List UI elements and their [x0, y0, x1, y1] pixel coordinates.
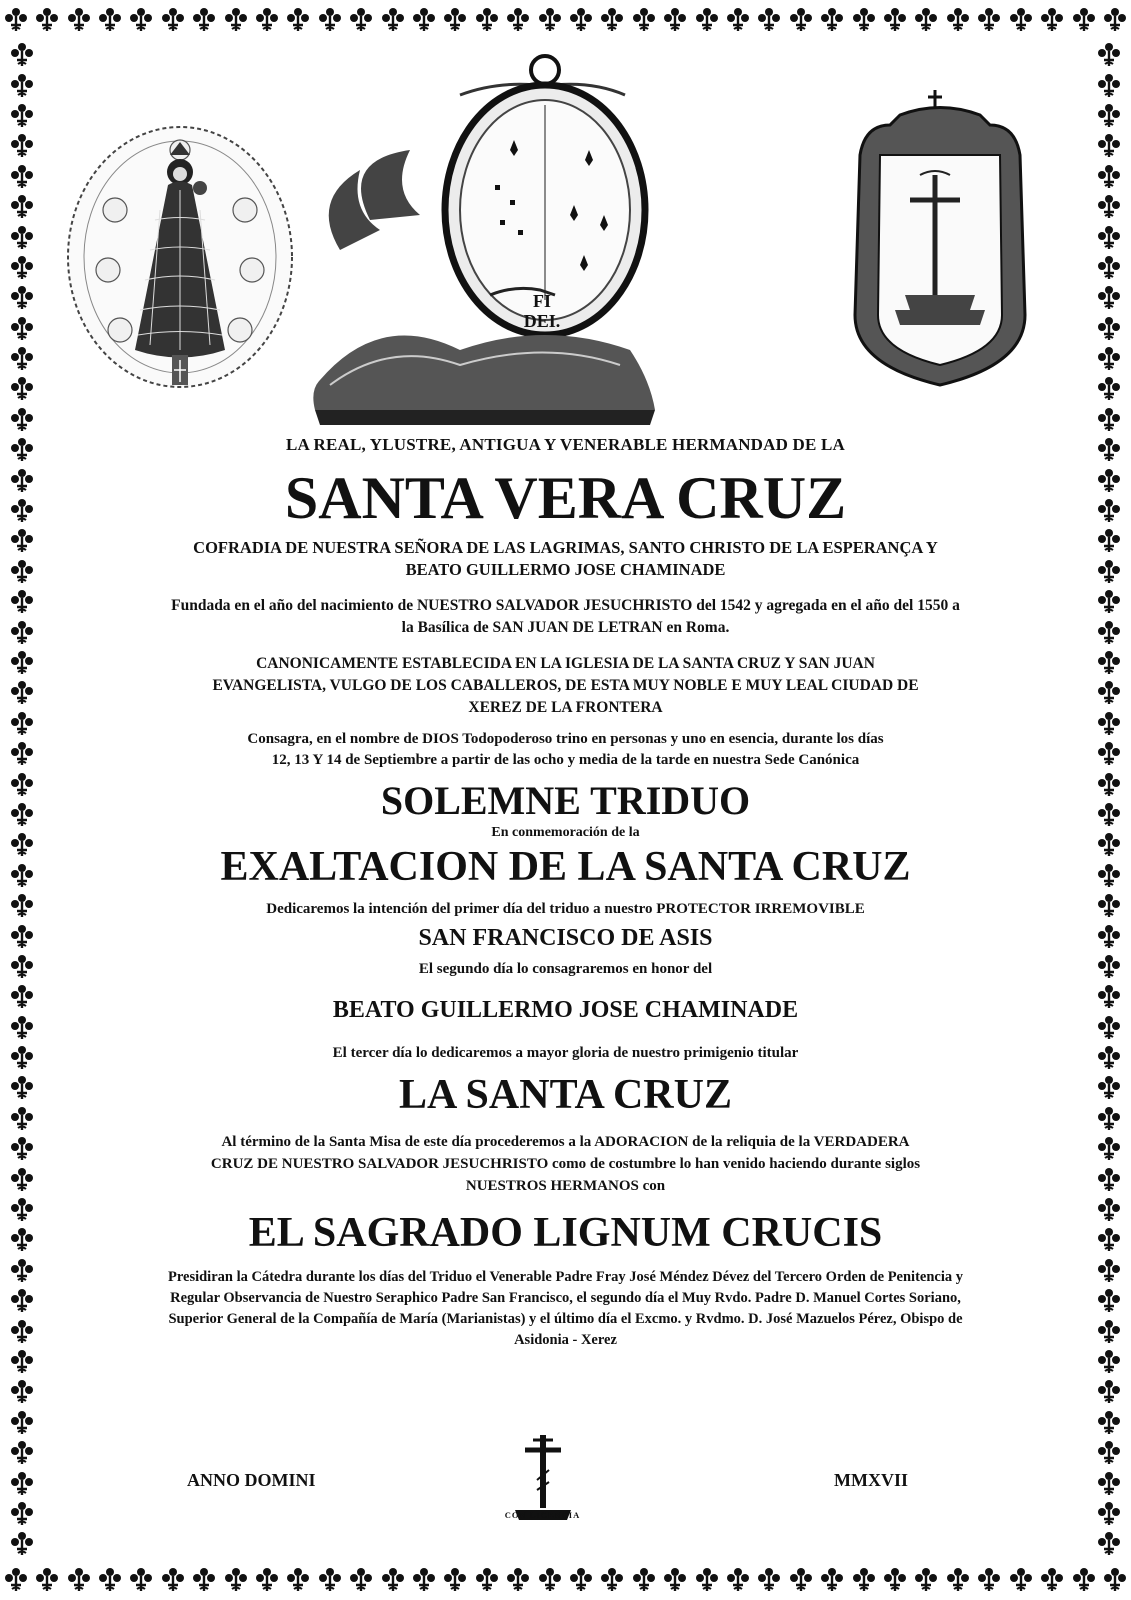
fleuron-ornament-icon — [97, 1567, 123, 1593]
consagra-line2: 12, 13 Y 14 de Septiembre a partir de las ocho y media de la tarde en nuestra Sede Canónica — [271, 752, 860, 768]
fleuron-ornament-icon — [285, 7, 311, 33]
fundada-text — [60, 595, 1071, 639]
fleuron-ornament-icon — [9, 1227, 35, 1253]
fleuron-ornament-icon — [9, 468, 35, 494]
fleuron-ornament-icon — [1096, 225, 1122, 251]
fleuron-ornament-icon — [913, 7, 939, 33]
fleuron-ornament-icon — [1096, 984, 1122, 1010]
fleuron-ornament-icon — [9, 437, 35, 463]
fleuron-ornament-icon — [662, 1567, 688, 1593]
fleuron-ornament-icon — [9, 620, 35, 646]
fleuron-ornament-icon — [9, 1379, 35, 1405]
fleuron-ornament-icon — [34, 1567, 60, 1593]
fleuron-ornament-icon — [819, 7, 845, 33]
consagra-text — [60, 729, 1071, 771]
border-right — [1089, 40, 1129, 1560]
beato-heading: BEATO GUILLERMO JOSE CHAMINADE — [332, 997, 799, 1023]
fleuron-ornament-icon — [725, 7, 751, 33]
termino-line3: NUESTROS HERMANOS con — [465, 1178, 666, 1194]
triduo-heading: SOLEMNE TRIDUO — [380, 778, 751, 823]
fleuron-ornament-icon — [819, 1567, 845, 1593]
cofradia-text — [60, 537, 1071, 581]
fleuron-ornament-icon — [9, 772, 35, 798]
fleuron-ornament-icon — [9, 1136, 35, 1162]
fleuron-ornament-icon — [1096, 924, 1122, 950]
fleuron-ornament-icon — [348, 7, 374, 33]
fleuron-ornament-icon — [9, 711, 35, 737]
fleuron-ornament-icon — [1096, 589, 1122, 615]
fleuron-ornament-icon — [1096, 1015, 1122, 1041]
cross-shield-icon — [840, 85, 1040, 390]
fleuron-ornament-icon — [9, 1015, 35, 1041]
fleuron-ornament-icon — [191, 1567, 217, 1593]
fleuron-ornament-icon — [34, 7, 60, 33]
fleuron-ornament-icon — [662, 7, 688, 33]
fleuron-ornament-icon — [9, 559, 35, 585]
fleuron-ornament-icon — [1096, 1136, 1122, 1162]
fleuron-ornament-icon — [9, 1075, 35, 1101]
fleuron-ornament-icon — [1096, 832, 1122, 858]
fleuron-ornament-icon — [505, 1567, 531, 1593]
fleuron-ornament-icon — [788, 1567, 814, 1593]
presidiran-text — [60, 1267, 1071, 1351]
fleuron-ornament-icon — [9, 1531, 35, 1557]
virgin-engraving-icon — [60, 120, 300, 395]
fleuron-ornament-icon — [1096, 1379, 1122, 1405]
fleuron-ornament-icon — [1096, 954, 1122, 980]
fleuron-ornament-icon — [9, 1319, 35, 1345]
fleuron-ornament-icon — [9, 1167, 35, 1193]
fleuron-ornament-icon — [191, 7, 217, 33]
fleuron-ornament-icon — [537, 1567, 563, 1593]
fleuron-ornament-icon — [1096, 1106, 1122, 1132]
fleuron-ornament-icon — [1096, 1471, 1122, 1497]
canonica-line1: CANONICAMENTE ESTABLECIDA EN LA IGLESIA DE LA SANTA CRUZ Y SAN JUAN — [256, 655, 875, 672]
fleuron-ornament-icon — [223, 7, 249, 33]
canonica-line2: EVANGELISTA, VULGO DE LOS CABALLEROS, DE ESTA MUY NOBLE E MUY LEAL CIUDAD DE — [212, 677, 919, 694]
fleuron-ornament-icon — [3, 7, 29, 33]
fleuron-ornament-icon — [9, 255, 35, 281]
fleuron-ornament-icon — [1096, 1349, 1122, 1375]
fleuron-ornament-icon — [9, 1045, 35, 1071]
presid-line1: Presidiran la Cátedra durante los días del Triduo el Venerable Padre Fray José Méndez Dévez del Tercero Orden de Penitencia y — [167, 1269, 963, 1285]
fleuron-ornament-icon — [9, 893, 35, 919]
fleuron-ornament-icon — [9, 832, 35, 858]
fleuron-ornament-icon — [851, 7, 877, 33]
conmemoracion-text: En conmemoración de la — [491, 825, 640, 840]
fleuron-ornament-icon — [1096, 1410, 1122, 1436]
fleuron-ornament-icon — [1096, 73, 1122, 99]
fleuron-ornament-icon — [1096, 42, 1122, 68]
fleuron-ornament-icon — [9, 498, 35, 524]
fleuron-ornament-icon — [1071, 7, 1097, 33]
fleuron-ornament-icon — [9, 1197, 35, 1223]
fleuron-ornament-icon — [160, 7, 186, 33]
fleuron-ornament-icon — [1096, 528, 1122, 554]
fleuron-ornament-icon — [9, 528, 35, 554]
fleuron-ornament-icon — [1096, 103, 1122, 129]
fleuron-ornament-icon — [1096, 1227, 1122, 1253]
fleuron-ornament-icon — [254, 1567, 280, 1593]
fleuron-ornament-icon — [788, 7, 814, 33]
fleuron-ornament-icon — [913, 1567, 939, 1593]
tercer-dia-text: El tercer día lo dedicaremos a mayor gloria de nuestro primigenio titular — [332, 1045, 799, 1061]
border-top — [0, 0, 1131, 40]
fleuron-ornament-icon — [1096, 255, 1122, 281]
fleuron-ornament-icon — [66, 1567, 92, 1593]
fleuron-ornament-icon — [9, 924, 35, 950]
exaltacion-heading: EXALTACION DE LA SANTA CRUZ — [220, 844, 911, 890]
lignum-heading: EL SAGRADO LIGNUM CRUCIS — [248, 1210, 883, 1256]
termino-line2: CRUZ DE NUESTRO SALVADOR JESUCHRISTO como de costumbre lo han venido haciendo durante siglos — [210, 1156, 921, 1172]
motto-line1: FI — [533, 291, 551, 311]
fleuron-ornament-icon — [9, 194, 35, 220]
fleuron-ornament-icon — [1096, 407, 1122, 433]
fleuron-ornament-icon — [9, 680, 35, 706]
cofradia-line1: COFRADIA DE NUESTRA SEÑORA DE LAS LAGRIMAS, SANTO CHRISTO DE LA ESPERANÇA Y — [193, 538, 938, 557]
fleuron-ornament-icon — [128, 1567, 154, 1593]
fundada-line2: la Basílica de SAN JUAN DE LETRAN en Roma. — [401, 619, 730, 636]
fleuron-ornament-icon — [442, 1567, 468, 1593]
border-bottom — [0, 1560, 1131, 1600]
fleuron-ornament-icon — [9, 1501, 35, 1527]
fleuron-ornament-icon — [9, 73, 35, 99]
fleuron-ornament-icon — [1096, 1197, 1122, 1223]
fleuron-ornament-icon — [1096, 802, 1122, 828]
coat-of-arms-fidei-icon — [300, 50, 670, 425]
fleuron-ornament-icon — [1096, 498, 1122, 524]
fleuron-ornament-icon — [1096, 893, 1122, 919]
fleuron-ornament-icon — [1096, 1258, 1122, 1284]
fleuron-ornament-icon — [1096, 650, 1122, 676]
fleuron-ornament-icon — [1102, 7, 1128, 33]
fleuron-ornament-icon — [9, 1288, 35, 1314]
fleuron-ornament-icon — [756, 1567, 782, 1593]
fleuron-ornament-icon — [1096, 285, 1122, 311]
fleuron-ornament-icon — [1096, 1075, 1122, 1101]
fleuron-ornament-icon — [1096, 376, 1122, 402]
fleuron-ornament-icon — [694, 1567, 720, 1593]
cofradia-line2: BEATO GUILLERMO JOSE CHAMINADE — [405, 560, 726, 579]
fleuron-ornament-icon — [380, 7, 406, 33]
fleuron-ornament-icon — [694, 7, 720, 33]
fleuron-ornament-icon — [9, 1471, 35, 1497]
fleuron-ornament-icon — [1039, 1567, 1065, 1593]
presid-line4: Asidonia - Xerez — [514, 1332, 617, 1348]
fleuron-ornament-icon — [442, 7, 468, 33]
fleuron-ornament-icon — [568, 1567, 594, 1593]
presid-line2: Regular Observancia de Nuestro Seraphico Padre San Francisco, el segundo día el Muy Rvdo. Padre D. Manuel Cortes Soriano, — [170, 1290, 961, 1306]
fleuron-ornament-icon — [3, 1567, 29, 1593]
fleuron-ornament-icon — [1096, 316, 1122, 342]
fleuron-ornament-icon — [851, 1567, 877, 1593]
fleuron-ornament-icon — [317, 7, 343, 33]
fleuron-ornament-icon — [66, 7, 92, 33]
fleuron-ornament-icon — [9, 802, 35, 828]
fleuron-ornament-icon — [9, 376, 35, 402]
presid-line3: Superior General de la Compañía de María (Marianistas) y el último día el Excmo. y Rvdmo. D. José Mazuelos Pérez, Obispo de — [168, 1311, 963, 1327]
anno-domini: ANNO DOMINI — [187, 1470, 316, 1490]
termino-line1: Al término de la Santa Misa de este día procederemos a la ADORACION de la reliquia de la VERDADERA — [221, 1134, 910, 1150]
fleuron-ornament-icon — [1096, 1440, 1122, 1466]
termino-text — [60, 1131, 1071, 1197]
anno-year: MMXVII — [834, 1470, 908, 1490]
fleuron-ornament-icon — [599, 1567, 625, 1593]
fleuron-ornament-icon — [1096, 346, 1122, 372]
fleuron-ornament-icon — [9, 407, 35, 433]
fleuron-ornament-icon — [1096, 772, 1122, 798]
fleuron-ornament-icon — [631, 1567, 657, 1593]
fleuron-ornament-icon — [1008, 1567, 1034, 1593]
fleuron-ornament-icon — [756, 7, 782, 33]
fleuron-ornament-icon — [160, 1567, 186, 1593]
fleuron-ornament-icon — [599, 7, 625, 33]
fleuron-ornament-icon — [285, 1567, 311, 1593]
fleuron-ornament-icon — [1096, 1319, 1122, 1345]
fleuron-ornament-icon — [9, 103, 35, 129]
fleuron-ornament-icon — [9, 316, 35, 342]
fleuron-ornament-icon — [882, 1567, 908, 1593]
canonica-text — [60, 653, 1071, 719]
fleuron-ornament-icon — [9, 984, 35, 1010]
fleuron-ornament-icon — [9, 285, 35, 311]
fleuron-ornament-icon — [411, 7, 437, 33]
fleuron-ornament-icon — [9, 346, 35, 372]
fleuron-ornament-icon — [9, 133, 35, 159]
fleuron-ornament-icon — [1096, 1167, 1122, 1193]
fleuron-ornament-icon — [9, 1410, 35, 1436]
fleuron-ornament-icon — [9, 741, 35, 767]
fleuron-ornament-icon — [9, 1106, 35, 1132]
fleuron-ornament-icon — [97, 7, 123, 33]
consagra-line1: Consagra, en el nombre de DIOS Todopoderoso trino en personas y uno en esencia, durante los días — [247, 731, 884, 747]
fleuron-ornament-icon — [9, 164, 35, 190]
main-title: SANTA VERA CRUZ — [284, 465, 847, 531]
motto-line2: DEI. — [523, 311, 561, 331]
fleuron-ornament-icon — [1096, 468, 1122, 494]
fleuron-ornament-icon — [474, 1567, 500, 1593]
con-licencia: CON LICENCIA — [504, 1510, 581, 1520]
fleuron-ornament-icon — [1096, 711, 1122, 737]
fleuron-ornament-icon — [882, 7, 908, 33]
fleuron-ornament-icon — [1096, 620, 1122, 646]
fleuron-ornament-icon — [1096, 1288, 1122, 1314]
fleuron-ornament-icon — [1096, 437, 1122, 463]
fleuron-ornament-icon — [505, 7, 531, 33]
fleuron-ornament-icon — [1096, 1045, 1122, 1071]
fleuron-ornament-icon — [568, 7, 594, 33]
fleuron-ornament-icon — [1039, 7, 1065, 33]
fleuron-ornament-icon — [537, 7, 563, 33]
fleuron-ornament-icon — [9, 1349, 35, 1375]
fleuron-ornament-icon — [1096, 1531, 1122, 1557]
fleuron-ornament-icon — [1071, 1567, 1097, 1593]
fleuron-ornament-icon — [1096, 194, 1122, 220]
fleuron-ornament-icon — [1096, 164, 1122, 190]
fleuron-ornament-icon — [725, 1567, 751, 1593]
fleuron-ornament-icon — [9, 650, 35, 676]
fleuron-ornament-icon — [1096, 680, 1122, 706]
la-santa-cruz-heading: LA SANTA CRUZ — [399, 1072, 732, 1118]
border-left — [2, 40, 42, 1560]
fundada-line1: Fundada en el año del nacimiento de NUESTRO SALVADOR JESUCHRISTO del 1542 y agregada en el año del 1550 a — [171, 597, 960, 614]
fleuron-ornament-icon — [945, 1567, 971, 1593]
fleuron-ornament-icon — [976, 7, 1002, 33]
fleuron-ornament-icon — [1096, 1501, 1122, 1527]
canonica-line3: XEREZ DE LA FRONTERA — [468, 699, 663, 716]
fleuron-ornament-icon — [9, 1258, 35, 1284]
fleuron-ornament-icon — [1102, 1567, 1128, 1593]
fleuron-ornament-icon — [976, 1567, 1002, 1593]
fleuron-ornament-icon — [223, 1567, 249, 1593]
fleuron-ornament-icon — [348, 1567, 374, 1593]
fleuron-ornament-icon — [9, 42, 35, 68]
fleuron-ornament-icon — [9, 225, 35, 251]
primer-dia-text: Dedicaremos la intención del primer día del triduo a nuestro PROTECTOR IRREMOVIBLE — [266, 901, 865, 917]
segundo-dia-text: El segundo día lo consagraremos en honor del — [418, 961, 713, 977]
intro-line: LA REAL, YLUSTRE, ANTIGUA Y VENERABLE HERMANDAD DE LA — [285, 435, 846, 454]
fleuron-ornament-icon — [9, 1440, 35, 1466]
fleuron-ornament-icon — [1096, 133, 1122, 159]
fleuron-ornament-icon — [9, 954, 35, 980]
fleuron-ornament-icon — [1096, 863, 1122, 889]
fleuron-ornament-icon — [380, 1567, 406, 1593]
fleuron-ornament-icon — [9, 589, 35, 615]
fleuron-ornament-icon — [317, 1567, 343, 1593]
fleuron-ornament-icon — [9, 863, 35, 889]
fleuron-ornament-icon — [1096, 559, 1122, 585]
fleuron-ornament-icon — [411, 1567, 437, 1593]
san-francisco-heading: SAN FRANCISCO DE ASIS — [418, 925, 713, 951]
fleuron-ornament-icon — [1008, 7, 1034, 33]
fleuron-ornament-icon — [254, 7, 280, 33]
fleuron-ornament-icon — [945, 7, 971, 33]
fleuron-ornament-icon — [1096, 741, 1122, 767]
fleuron-ornament-icon — [474, 7, 500, 33]
fleuron-ornament-icon — [631, 7, 657, 33]
document-body — [60, 435, 1071, 1351]
fleuron-ornament-icon — [128, 7, 154, 33]
